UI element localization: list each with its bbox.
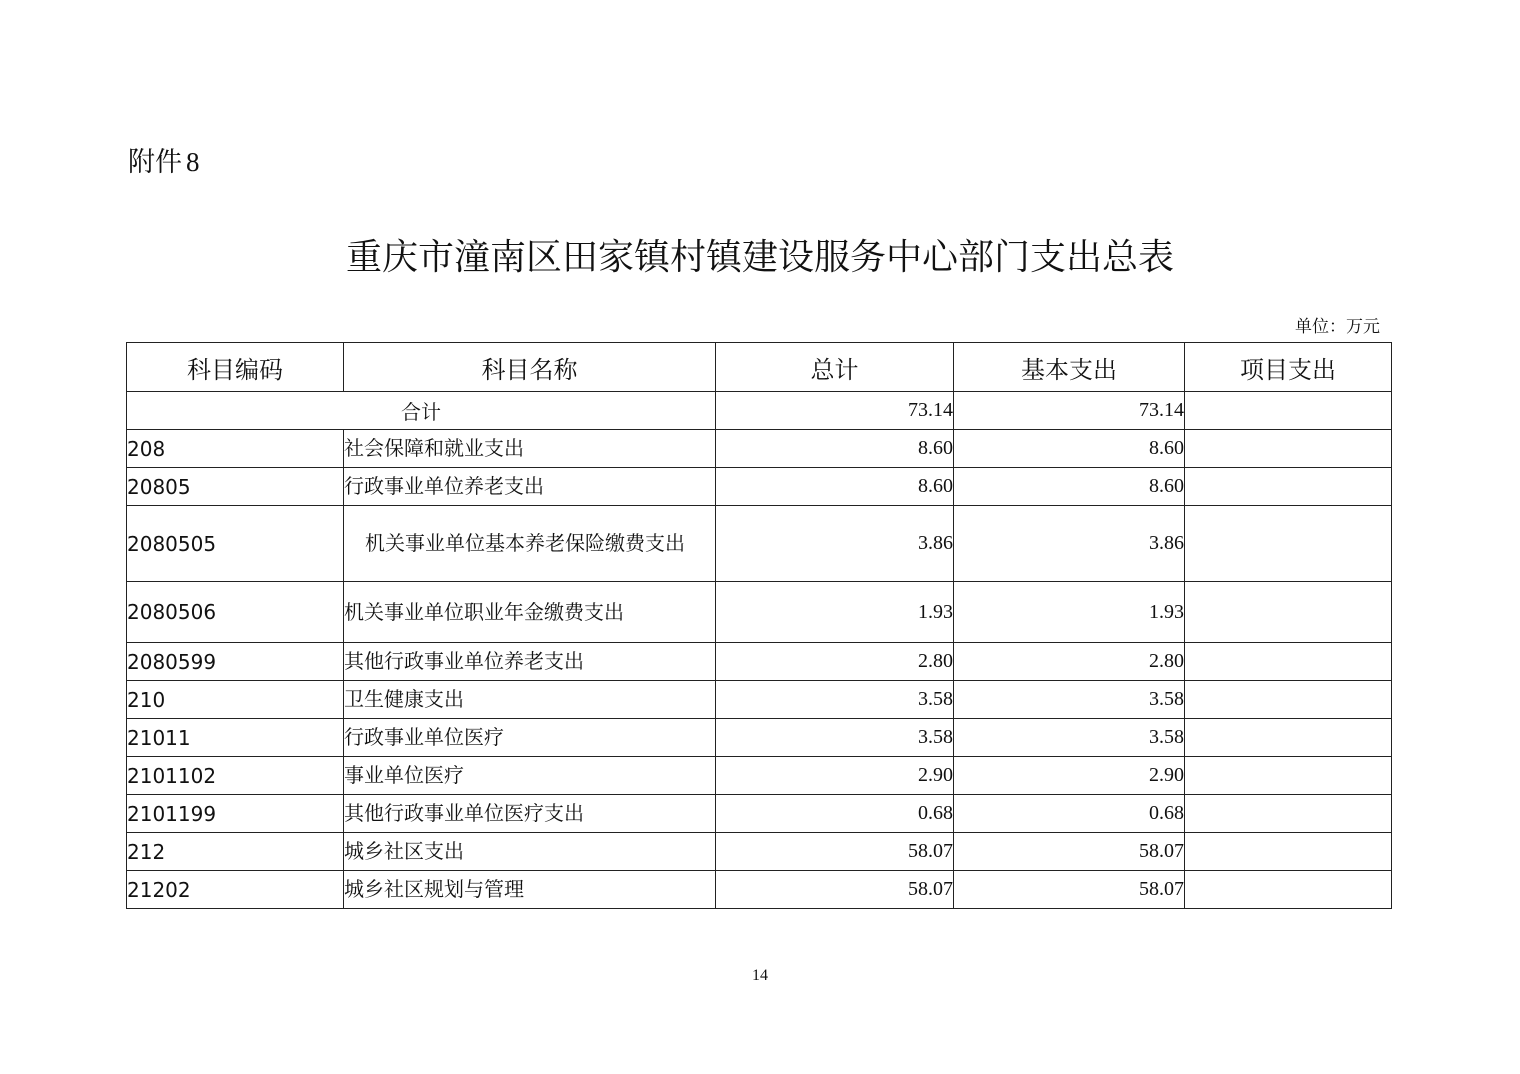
row-project	[1185, 833, 1392, 871]
row-code: 208	[127, 430, 344, 468]
attachment-number: 8	[186, 147, 200, 177]
header-total: 总计	[716, 343, 954, 392]
row-project	[1185, 643, 1392, 681]
row-basic: 58.07	[954, 871, 1185, 909]
row-code: 2080505	[127, 506, 344, 582]
row-project	[1185, 719, 1392, 757]
table-row	[127, 871, 1392, 909]
table-row	[127, 430, 1392, 468]
row-project	[1185, 468, 1392, 506]
table-row	[127, 582, 1392, 643]
row-project	[1185, 757, 1392, 795]
table-row	[127, 643, 1392, 681]
expenditure-table	[126, 342, 1392, 909]
header-basic: 基本支出	[954, 343, 1185, 392]
row-basic: 3.86	[954, 506, 1185, 582]
row-basic: 2.90	[954, 757, 1185, 795]
row-project	[1185, 506, 1392, 582]
row-total: 8.60	[716, 468, 954, 506]
row-total: 58.07	[716, 833, 954, 871]
row-basic: 8.60	[954, 468, 1185, 506]
row-name: 城乡社区支出	[344, 833, 716, 871]
row-name: 其他行政事业单位医疗支出	[344, 795, 716, 833]
row-total: 1.93	[716, 582, 954, 643]
row-name: 行政事业单位医疗	[344, 719, 716, 757]
row-basic: 58.07	[954, 833, 1185, 871]
row-basic: 2.80	[954, 643, 1185, 681]
page-number: 14	[752, 967, 768, 984]
row-project	[1185, 871, 1392, 909]
row-basic: 8.60	[954, 430, 1185, 468]
row-total: 8.60	[716, 430, 954, 468]
table-row	[127, 468, 1392, 506]
total-basic: 73.14	[954, 392, 1185, 430]
table-row	[127, 757, 1392, 795]
total-total: 73.14	[716, 392, 954, 430]
row-name: 机关事业单位基本养老保险缴费支出	[344, 506, 716, 582]
table-row	[127, 719, 1392, 757]
row-basic: 1.93	[954, 582, 1185, 643]
row-code: 20805	[127, 468, 344, 506]
total-project	[1185, 392, 1392, 430]
row-name: 机关事业单位职业年金缴费支出	[344, 582, 716, 643]
row-name: 行政事业单位养老支出	[344, 468, 716, 506]
row-code: 2080599	[127, 643, 344, 681]
header-project: 项目支出	[1185, 343, 1392, 392]
row-code: 21011	[127, 719, 344, 757]
table-row	[127, 506, 1392, 582]
row-name: 事业单位医疗	[344, 757, 716, 795]
row-code: 2101102	[127, 757, 344, 795]
row-name: 城乡社区规划与管理	[344, 871, 716, 909]
attachment-label	[128, 142, 200, 183]
row-total: 3.86	[716, 506, 954, 582]
row-basic: 3.58	[954, 719, 1185, 757]
table-row	[127, 681, 1392, 719]
page-title: 重庆市潼南区田家镇村镇建设服务中心部门支出总表	[345, 237, 1174, 278]
header-name: 科目名称	[344, 343, 716, 392]
row-total: 3.58	[716, 719, 954, 757]
row-name: 其他行政事业单位养老支出	[344, 643, 716, 681]
row-project	[1185, 795, 1392, 833]
row-code: 2080506	[127, 582, 344, 643]
row-name: 社会保障和就业支出	[344, 430, 716, 468]
row-name: 卫生健康支出	[344, 681, 716, 719]
row-code: 212	[127, 833, 344, 871]
total-label: 合计	[127, 392, 716, 430]
total-row	[127, 392, 1392, 430]
table-row	[127, 833, 1392, 871]
row-total: 58.07	[716, 871, 954, 909]
row-total: 2.90	[716, 757, 954, 795]
row-total: 3.58	[716, 681, 954, 719]
row-project	[1185, 681, 1392, 719]
row-code: 2101199	[127, 795, 344, 833]
row-total: 2.80	[716, 643, 954, 681]
header-code: 科目编码	[127, 343, 344, 392]
row-total: 0.68	[716, 795, 954, 833]
row-code: 21202	[127, 871, 344, 909]
table-row	[127, 795, 1392, 833]
attachment-text: 附件	[128, 147, 182, 178]
unit-label: 单位：万元	[1295, 317, 1380, 337]
table-header-row	[127, 343, 1392, 392]
row-project	[1185, 430, 1392, 468]
row-basic: 0.68	[954, 795, 1185, 833]
row-code: 210	[127, 681, 344, 719]
row-basic: 3.58	[954, 681, 1185, 719]
row-project	[1185, 582, 1392, 643]
